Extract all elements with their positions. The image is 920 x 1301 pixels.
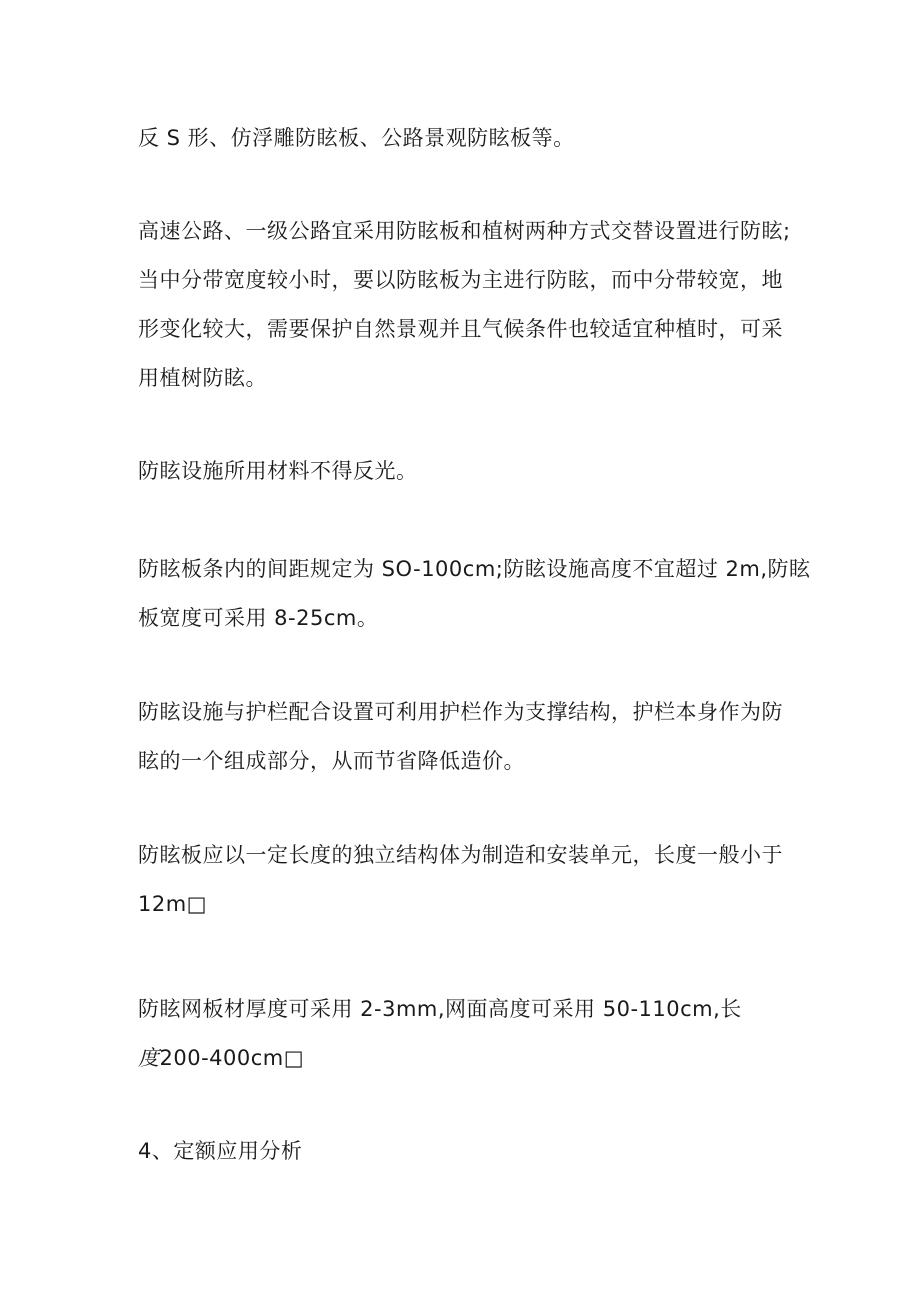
italic-character: 度 xyxy=(138,1046,160,1070)
section-heading: 4、定额应用分析 xyxy=(138,1139,303,1163)
paragraph-line: 板宽度可采用 8-25cm。 xyxy=(138,606,379,630)
paragraph-line: 当中分带宽度较小时，要以防眩板为主进行防眩，而中分带较宽，地 xyxy=(138,268,783,292)
paragraph-line: 高速公路、一级公路宜采用防眩板和植树两种方式交替设置进行防眩; xyxy=(138,219,791,243)
paragraph-line: 12m□ xyxy=(138,892,208,916)
paragraph-line: 防眩板条内的间距规定为 SO-100cm;防眩设施高度不宜超过 2m,防眩 xyxy=(138,557,811,581)
paragraph-line: 用植树防眩。 xyxy=(138,366,267,390)
paragraph-line: 防眩设施与护栏配合设置可利用护栏作为支撑结构，护栏本身作为防 xyxy=(138,700,783,724)
paragraph-line xyxy=(138,1043,304,1073)
line-remainder: 200-400cm□ xyxy=(159,1046,305,1070)
paragraph-line: 眩的一个组成部分，从而节省降低造价。 xyxy=(138,749,525,773)
paragraph-line: 防眩网板材厚度可采用 2-3mm,网面高度可采用 50-110cm,长 xyxy=(138,997,742,1021)
paragraph-line: 形变化较大，需要保护自然景观并且气候条件也较适宜种植时，可采 xyxy=(138,317,783,341)
paragraph-line: 防眩设施所用材料不得反光。 xyxy=(138,459,418,483)
paragraph-line: 防眩板应以一定长度的独立结构体为制造和安装单元，长度一般小于 xyxy=(138,843,783,867)
paragraph-line: 反 S 形、仿浮雕防眩板、公路景观防眩板等。 xyxy=(138,126,575,150)
